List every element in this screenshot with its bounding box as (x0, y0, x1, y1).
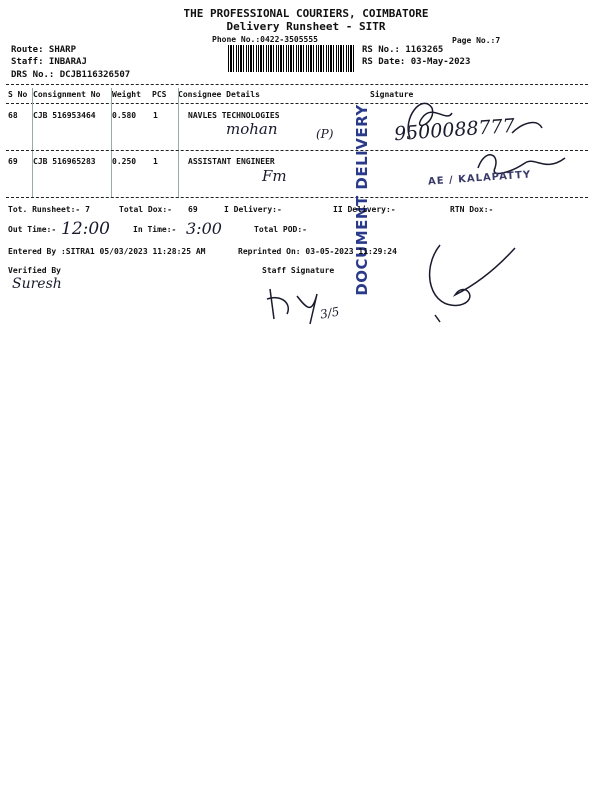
total-dox-label: Total Dox:- (119, 205, 172, 214)
reprinted-on: Reprinted On: 03-05-2023 11:29:24 (238, 247, 397, 256)
ae-stamp: AE / KALAPATTY (427, 169, 532, 188)
sheet-title: Delivery Runsheet - SITR (226, 20, 386, 33)
ii-delivery: II Delivery:- (333, 205, 396, 214)
row-69-consignee: ASSISTANT ENGINEER (188, 157, 275, 166)
col-weight: Weight (112, 90, 141, 99)
i-delivery: I Delivery:- (224, 205, 282, 214)
row-68-consignee: NAVLES TECHNOLOGIES (188, 111, 280, 120)
row-68-weight: 0.580 (112, 111, 137, 120)
barcode (228, 45, 356, 72)
out-time-label: Out Time:- (8, 225, 57, 234)
row-68-sno: 68 (8, 111, 18, 120)
row-68-mark: (P) (316, 127, 334, 141)
column-line (32, 88, 33, 198)
route: Route: SHARP (11, 45, 77, 55)
col-sno: S No (8, 90, 28, 99)
drs-number: DRS No.: DCJB116326507 (11, 70, 131, 80)
row-69-sno: 69 (8, 157, 18, 166)
phone-number: Phone No.:0422-3505555 (212, 35, 318, 44)
row-69-weight: 0.250 (112, 157, 137, 166)
rtn-dox: RTN Dox:- (450, 205, 494, 214)
rs-date: RS Date: 03-May-2023 (362, 57, 471, 67)
document-delivery-stamp: DOCUMENT DELIVERY (353, 104, 371, 296)
entered-by: Entered By :SITRA1 05/03/2023 11:28:25 AM (8, 247, 206, 256)
page-number: Page No.:7 (452, 36, 501, 45)
large-signature (415, 240, 525, 325)
divider (6, 84, 588, 85)
row-68-receiver-handwriting: mohan (226, 120, 278, 138)
verified-by-label: Verified By (8, 266, 61, 275)
total-runsheet: Tot. Runsheet:- 7 (8, 205, 90, 214)
row-68-pcs: 1 (153, 111, 158, 120)
col-consignment: Consignment No (33, 90, 101, 99)
total-pod: Total POD:- (254, 225, 307, 234)
total-dox-value: 69 (188, 205, 198, 214)
column-line (111, 88, 112, 198)
in-time-handwriting: 3:00 (186, 219, 222, 238)
in-time-label: In Time:- (133, 225, 177, 234)
column-line (178, 88, 179, 198)
row-69-consignment: CJB 516965283 (33, 157, 96, 166)
col-pcs: PCS (152, 90, 167, 99)
company-title: THE PROFESSIONAL COURIERS, COIMBATORE (183, 7, 429, 20)
divider (6, 197, 588, 198)
staff-signature-label: Staff Signature (262, 266, 335, 275)
sign-date-handwriting: 3/5 (318, 304, 341, 322)
col-signature: Signature (370, 90, 414, 99)
verified-by-handwriting: Suresh (12, 276, 62, 292)
row-69-pcs: 1 (153, 157, 158, 166)
rs-number: RS No.: 1163265 (362, 45, 444, 55)
row-68-phone-handwriting: 9500088777 (393, 114, 516, 146)
row-68-consignment: CJB 516953464 (33, 111, 96, 120)
out-time-handwriting: 12:00 (61, 219, 110, 239)
row-69-receiver-handwriting: Fm (262, 167, 287, 185)
col-consignee: Consignee Details (178, 90, 260, 99)
staff: Staff: INBARAJ (11, 57, 87, 67)
staff-signature (262, 284, 372, 329)
